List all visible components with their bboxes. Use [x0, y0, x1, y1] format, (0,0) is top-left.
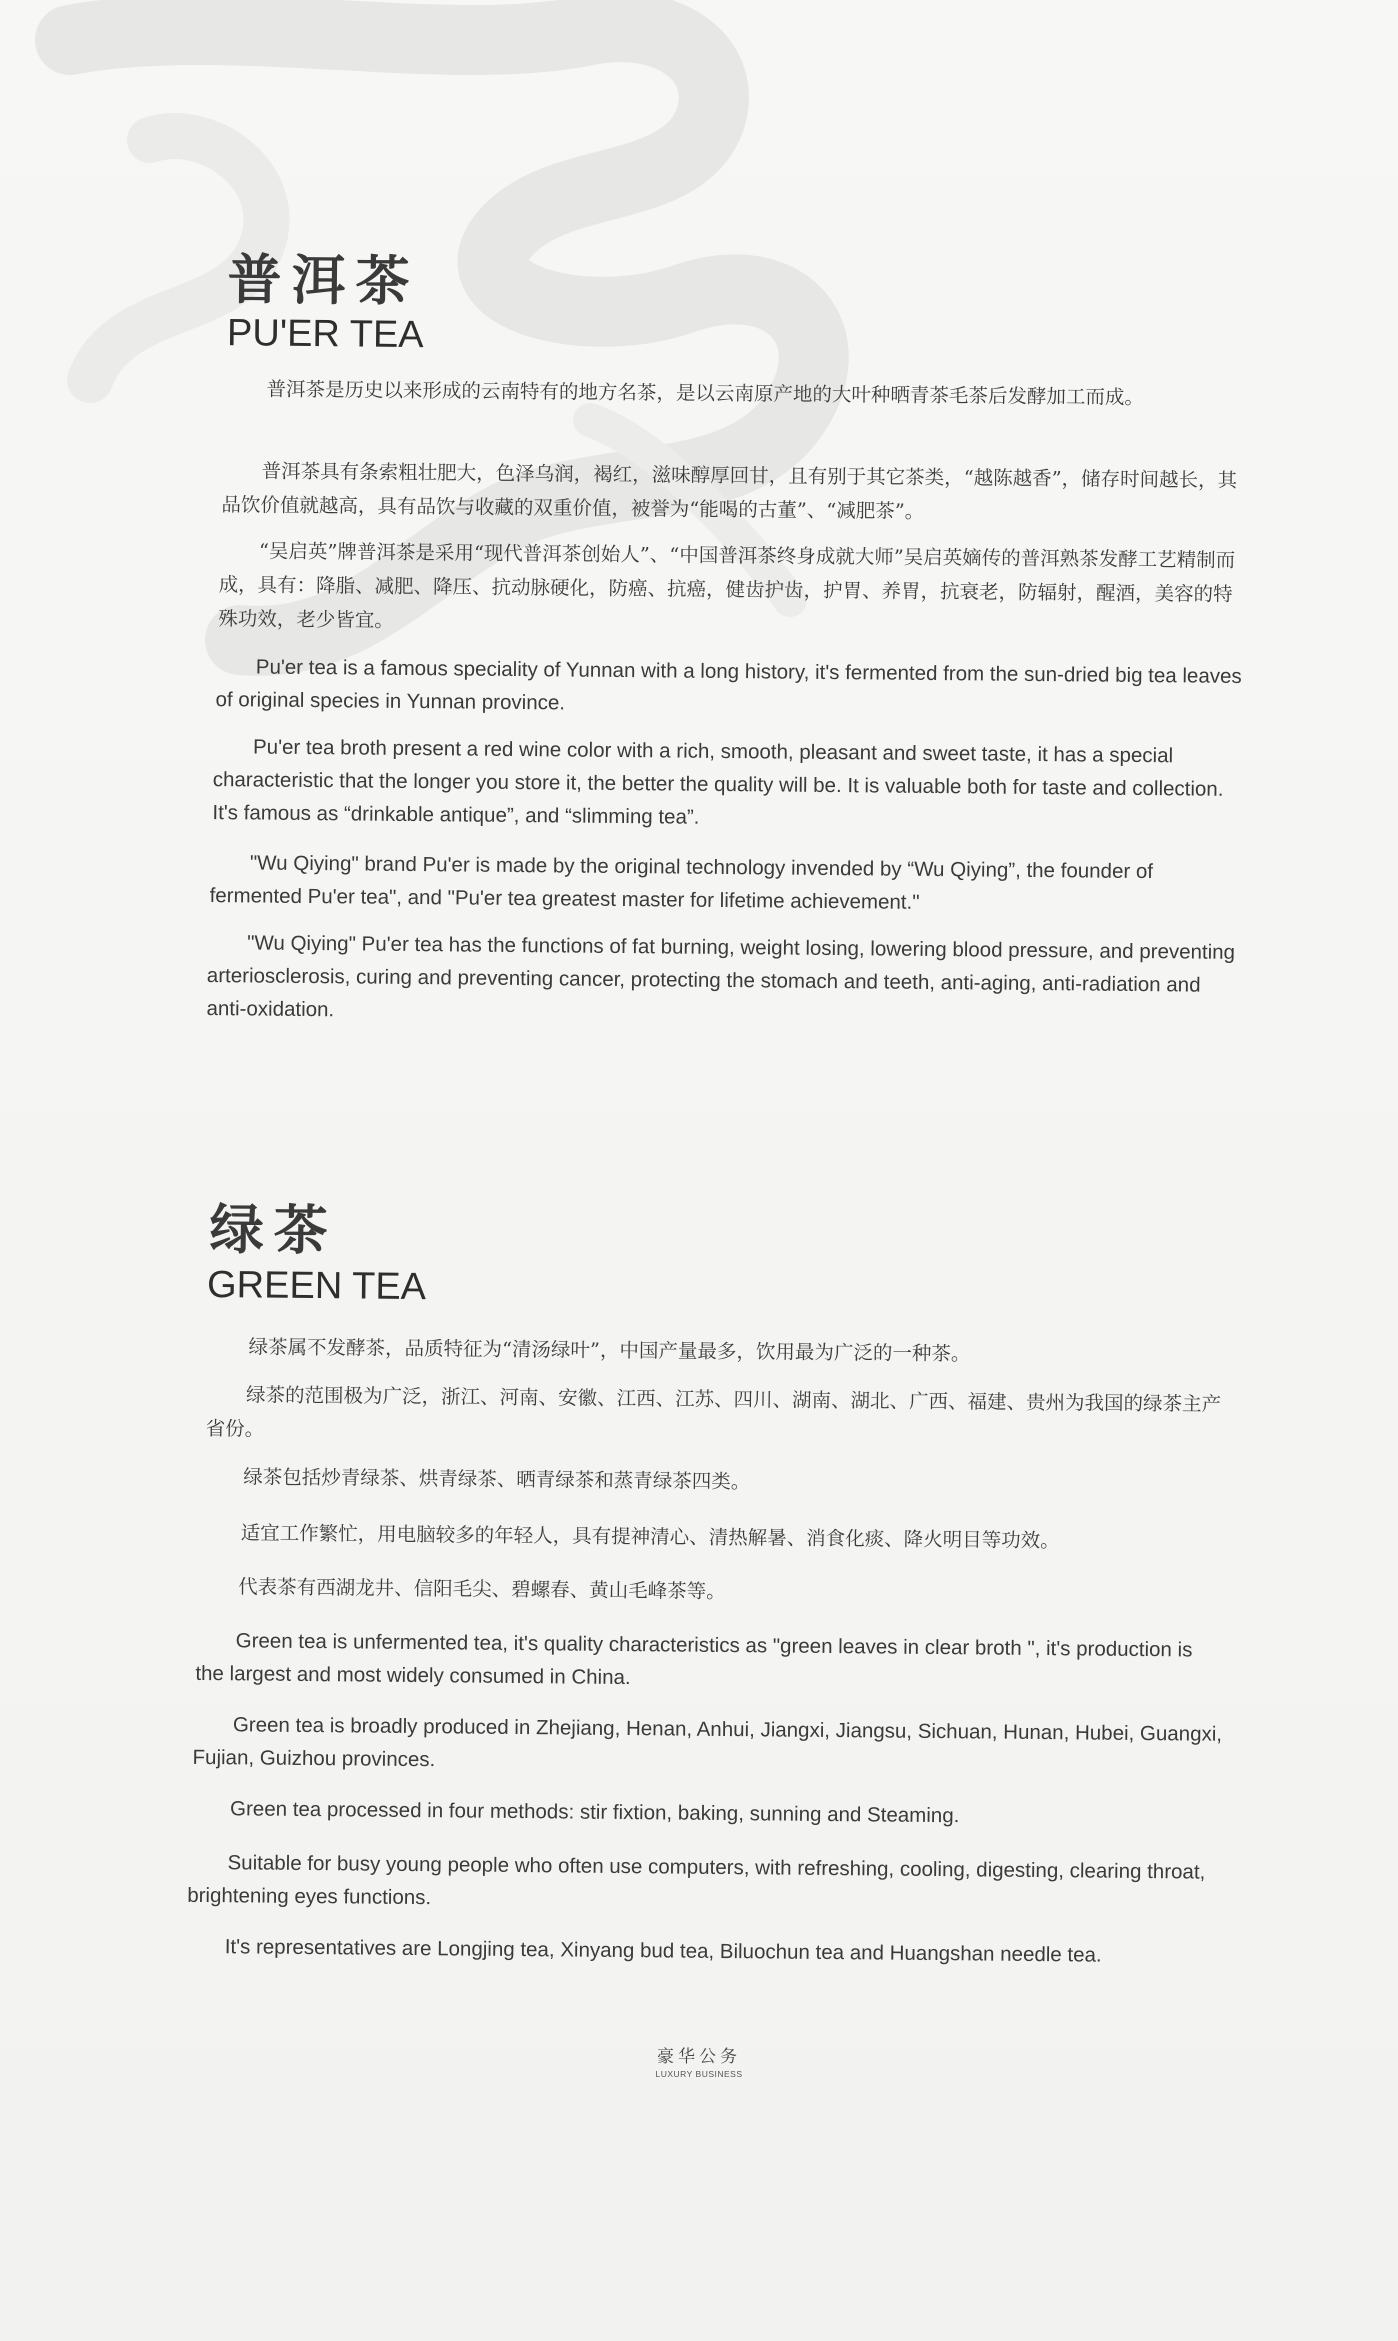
- puer-title-en: PU'ER TEA: [226, 312, 424, 357]
- green-paragraph-zh: 绿茶包括炒青绿茶、烘青绿茶、晒青绿茶和蒸青绿茶四类。: [243, 1465, 751, 1494]
- puer-paragraph-zh: 普洱茶是历史以来形成的云南特有的地方名茶，是以云南原产地的大叶种晒青茶毛茶后发酵加工而成。: [266, 377, 1145, 409]
- puer-paragraph-en: "Wu Qiying" Pu'er tea has the functions of fat burning, weight losing, lowering blood pressure, and preventing arteriosclerosis, curing and preventing cancer, protecting the stomach and teeth, anti-aging, anti-radiation and anti-oxidation.: [206, 931, 1236, 1022]
- green-paragraph-zh: 适宜工作繁忙，用电脑较多的年轻人，具有提神清心、清热解暑、消食化痰、降火明目等功效。: [240, 1521, 1060, 1553]
- green-paragraph-en: It's representatives are Longjing tea, Xinyang bud tea, Biluochun tea and Huangshan needle tea.: [224, 1935, 1102, 1967]
- green-paragraph-en: Green tea is unfermented tea, it's quality characteristics as "green leaves in clear broth ", it's production is the largest and most widely consumed in China.: [195, 1629, 1193, 1690]
- puer-paragraph-zh: “吴启英”牌普洱茶是采用“现代普洱茶创始人”、“中国普洱茶终身成就大师”吴启英嫡传的普洱熟茶发酵工艺精制而成，具有：降脂、减肥、降压、抗动脉硬化，防癌、抗癌，健齿护齿，护胃、养胃，抗衰老，防辐射，醒酒，美容的特殊功效，老少皆宜。: [218, 539, 1236, 632]
- puer-title-zh: 普洱茶: [227, 247, 420, 314]
- puer-paragraph-en: Pu'er tea broth present a red wine color with a rich, smooth, pleasant and sweet taste, it has a special characteristic that the longer you store it, the better the quality will be. It is valuable both for taste and collection. It's famous as “drinkable antique”, and “slimming tea”.: [212, 735, 1224, 829]
- green-paragraph-en: Green tea processed in four methods: stir fixtion, baking, sunning and Steaming.: [229, 1797, 960, 1828]
- footer-brand-en: LUXURY BUSINESS: [655, 2069, 743, 2079]
- puer-paragraph-en: Pu'er tea is a famous speciality of Yunnan with a long history, it's fermented from the sun-dried big tea leaves of original species in Yunnan province.: [215, 655, 1242, 715]
- green-paragraph-zh: 代表茶有西湖龙井、信阳毛尖、碧螺春、黄山毛峰茶等。: [238, 1575, 726, 1603]
- green-paragraph-en: Green tea is broadly produced in Zhejiang, Henan, Anhui, Jiangxi, Jiangsu, Sichuan, Hunan, Hubei, Guangxi, Fujian, Guizhou provinces.: [192, 1713, 1223, 1772]
- footer-brand: [0, 2046, 1398, 2080]
- green-paragraph-zh: 绿茶的范围极为广泛，浙江、河南、安徽、江西、江苏、四川、湖南、湖北、广西、福建、贵州为我国的绿茶主产省份。: [205, 1383, 1222, 1441]
- footer-brand-zh: 豪华公务: [657, 2047, 741, 2067]
- green-paragraph-en: Suitable for busy young people who often use computers, with refreshing, cooling, digesting, clearing throat, brightening eyes functions.: [187, 1851, 1206, 1910]
- green-title-zh: 绿茶: [209, 1197, 338, 1263]
- puer-paragraph-zh: 普洱茶具有条索粗壮肥大，色泽乌润，褐红，滋味醇厚回甘，且有别于其它茶类，“越陈越香”，储存时间越长，其品饮价值就越高，具有品饮与收藏的双重价值，被誉为“能喝的古董”、“减肥茶”。: [221, 459, 1238, 523]
- puer-tea-section: [0, 232, 1398, 1022]
- green-paragraph-zh: 绿茶属不发酵茶，品质特征为“清汤绿叶”，中国产量最多，饮用最为广泛的一种茶。: [248, 1335, 971, 1366]
- puer-paragraph-en: "Wu Qiying" brand Pu'er is made by the original technology invended by “Wu Qiying”, the founder of fermented Pu'er tea", and "Pu'er tea greatest master for lifetime achievement.": [209, 851, 1154, 914]
- green-tea-section: [0, 1192, 1398, 1967]
- green-title-en: GREEN TEA: [206, 1263, 427, 1309]
